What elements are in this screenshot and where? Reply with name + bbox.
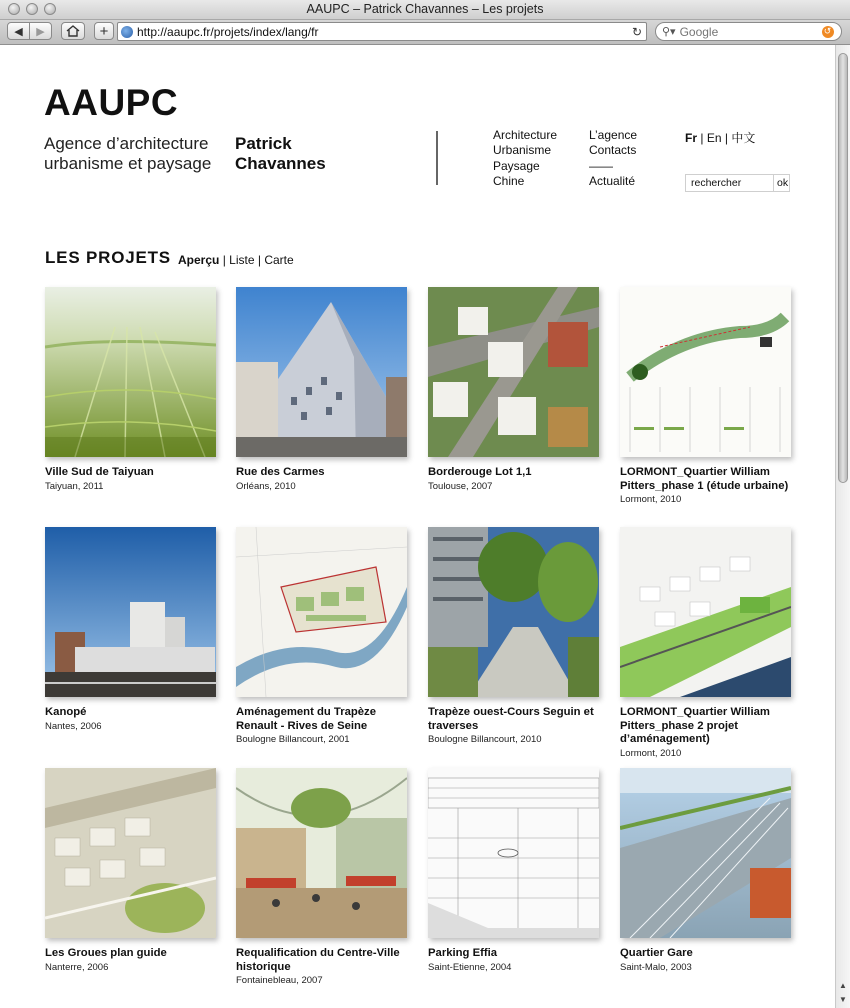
back-arrow-icon: ◀	[14, 25, 23, 38]
station-aerial-image	[620, 768, 791, 938]
housing-blocks-image	[428, 287, 599, 457]
3d-masterplan-image	[620, 527, 791, 697]
project-meta: Fontainebleau, 2007	[236, 975, 323, 986]
project-card[interactable]	[236, 287, 407, 493]
site-search-input[interactable]	[686, 175, 773, 191]
forward-button[interactable]	[29, 22, 52, 40]
project-title[interactable]: Quartier Gare	[620, 947, 693, 959]
project-card[interactable]	[236, 768, 407, 987]
project-title[interactable]: Parking Effia	[428, 947, 498, 959]
project-title[interactable]: Aménagement du Trapèze Renault - Rives de Seine	[236, 706, 376, 732]
project-title[interactable]: Trapèze ouest-Cours Seguin et traverses	[428, 706, 594, 732]
project-meta: Boulogne Billancourt, 2010	[428, 734, 542, 745]
back-button[interactable]	[7, 22, 30, 40]
project-thumbnail[interactable]	[428, 287, 599, 457]
window-title: AAUPC – Patrick Chavannes – Les projets	[306, 2, 544, 16]
view-separator: |	[222, 253, 226, 267]
url-text: http://aaupc.fr/projets/index/lang/fr	[137, 24, 319, 39]
browser-search-input[interactable]	[678, 24, 822, 40]
architect-name	[235, 134, 345, 174]
address-bar[interactable]	[117, 22, 647, 41]
lang-separator: |	[700, 131, 704, 145]
plus-icon: +	[99, 22, 109, 40]
project-thumbnail[interactable]	[236, 287, 407, 457]
browser-toolbar	[0, 20, 850, 45]
project-card[interactable]	[428, 287, 599, 493]
page-title: LES PROJETS	[45, 248, 171, 267]
nav-item-contacts[interactable]: Contacts	[589, 143, 637, 158]
home-button[interactable]	[61, 22, 85, 40]
aerial-masterplan-image	[45, 287, 216, 457]
project-thumbnail[interactable]	[428, 768, 599, 938]
project-meta: Saint-Malo, 2003	[620, 961, 692, 973]
residential-towers-image	[45, 527, 216, 697]
project-thumbnail[interactable]	[428, 527, 599, 697]
project-title[interactable]: Borderouge Lot 1,1	[428, 466, 532, 478]
name-line-2: Chavannes	[235, 154, 326, 173]
scrollbar-thumb[interactable]	[838, 53, 848, 483]
project-meta: Orléans, 2010	[236, 480, 296, 492]
project-thumbnail[interactable]	[620, 768, 791, 938]
project-card[interactable]	[620, 768, 791, 974]
nav-item-urbanisme[interactable]: Urbanisme	[493, 143, 552, 158]
site-plan-map-image	[236, 527, 407, 697]
project-title[interactable]: Requalification du Centre-Ville historique	[236, 947, 400, 973]
site-search	[685, 174, 790, 192]
project-meta: Lormont, 2010	[620, 747, 682, 759]
project-meta: Lormont, 2010	[620, 494, 682, 505]
language-switcher	[685, 129, 755, 146]
lang-separator: |	[724, 131, 728, 145]
view-separator: |	[257, 253, 261, 267]
project-title[interactable]: Les Groues plan guide	[45, 947, 167, 959]
project-title[interactable]: Kanopé	[45, 706, 87, 718]
lang-fr[interactable]: Fr	[685, 131, 697, 145]
project-meta: Toulouse, 2007	[428, 480, 493, 492]
aerial-city-image	[45, 768, 216, 938]
project-card[interactable]	[428, 768, 599, 974]
tagline-line-2: urbanisme et paysage	[44, 154, 212, 173]
tree-lined-street-image	[428, 527, 599, 697]
plan-diagram-image	[620, 287, 791, 457]
globe-icon	[121, 26, 133, 38]
nav-item-agence[interactable]: L’agence	[589, 128, 638, 142]
search-icon: ⚲▾	[662, 26, 676, 38]
project-title[interactable]: LORMONT_Quartier William Pitters_phase 2 projet d’aménagement)	[620, 706, 770, 745]
project-thumbnail[interactable]	[45, 287, 216, 457]
project-card[interactable]	[620, 287, 791, 506]
scroll-up-arrow-icon[interactable]: ▲	[839, 980, 847, 990]
project-thumbnail[interactable]	[236, 527, 407, 697]
agency-tagline	[44, 134, 234, 174]
view-apercu[interactable]: Aperçu	[178, 253, 220, 267]
home-icon	[66, 25, 80, 37]
lang-zh[interactable]: 中文	[731, 131, 756, 145]
add-bookmark-button[interactable]	[94, 22, 114, 40]
project-card[interactable]	[45, 287, 216, 493]
project-card[interactable]	[428, 527, 599, 746]
scroll-down-arrow-icon[interactable]: ▼	[839, 994, 847, 1004]
reload-icon[interactable]: ↻	[631, 24, 642, 39]
project-meta: Taiyuan, 2011	[45, 480, 104, 492]
section-drawing-image	[428, 768, 599, 938]
project-meta: Nantes, 2006	[45, 720, 102, 732]
nav-item-chine[interactable]: Chine	[493, 173, 525, 188]
project-meta: Saint-Etienne, 2004	[428, 961, 512, 973]
view-liste[interactable]: Liste	[229, 253, 255, 267]
lang-en[interactable]: En	[706, 131, 722, 145]
snapback-icon[interactable]: ↺	[822, 26, 834, 38]
project-card[interactable]	[45, 768, 216, 974]
project-thumbnail[interactable]	[45, 768, 216, 938]
project-card[interactable]	[620, 527, 791, 760]
search-ok-button[interactable]: ok	[773, 175, 791, 191]
main-nav-secondary	[589, 128, 637, 189]
project-title[interactable]: Ville Sud de Taiyuan	[45, 466, 154, 478]
window-titlebar	[0, 0, 850, 20]
project-thumbnail[interactable]	[45, 527, 216, 697]
browser-search-field[interactable]	[655, 22, 842, 41]
triangular-building-image	[236, 287, 407, 457]
nav-item-actualite[interactable]: Actualité	[589, 173, 636, 188]
tagline-line-1: Agence d’architecture	[44, 134, 209, 153]
nav-item-paysage[interactable]: Paysage	[493, 158, 540, 173]
project-thumbnail[interactable]	[620, 287, 791, 457]
project-card[interactable]	[45, 527, 216, 733]
nav-divider: ——	[589, 158, 613, 173]
project-meta: Nanterre, 2006	[45, 961, 109, 973]
project-title[interactable]: Rue des Carmes	[236, 466, 325, 478]
nav-item-architecture[interactable]: Architecture	[493, 128, 558, 142]
header-divider	[436, 131, 438, 185]
main-nav-primary	[493, 128, 557, 189]
project-thumbnail[interactable]	[236, 768, 407, 938]
vertical-scrollbar[interactable]	[835, 45, 850, 1008]
project-meta: Boulogne Billancourt, 2001	[236, 734, 350, 745]
market-canopy-image	[236, 768, 407, 938]
name-line-1: Patrick	[235, 134, 292, 153]
forward-arrow-icon: ▶	[36, 25, 45, 38]
project-title[interactable]: LORMONT_Quartier William Pitters_phase 1 (étude urbaine)	[620, 466, 789, 492]
site-logo[interactable]: AAUPC	[44, 82, 179, 123]
project-card[interactable]	[236, 527, 407, 746]
project-thumbnail[interactable]	[620, 527, 791, 697]
view-switcher	[178, 253, 294, 267]
view-carte[interactable]: Carte	[264, 253, 294, 267]
